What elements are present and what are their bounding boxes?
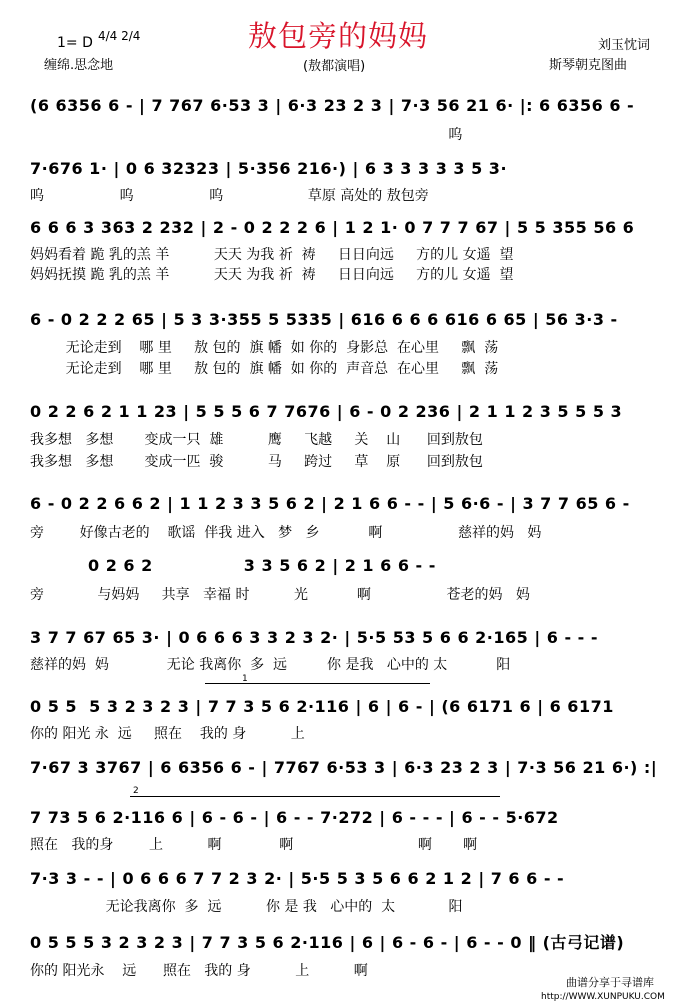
notation-line-8: 3 7 7 67 65 3· | 0 6 6 6 3 3 2 3 2· | 5·5 53 5 6 6 2·165 | 6 - - - bbox=[30, 628, 599, 647]
volta-bracket-1 bbox=[205, 683, 430, 684]
notation-line-1: (6 6356 6 - | 7 767 6·53 3 | 6·3 23 2 3 | 7·3 56 21 6· |: 6 6356 6 - bbox=[30, 96, 635, 115]
lyric-line-9: 你的 阳光 永 远 照在 我的 身 上 bbox=[30, 726, 305, 742]
time-signature: 4/4 2/4 bbox=[98, 29, 141, 43]
notation-line-12: 7·3 3 - - | 0 6 6 6 7 7 2 3 2· | 5·5 5 3 5 6 6 2 1 2 | 7 6 6 - - bbox=[30, 869, 565, 888]
lyric-line-5b: 我多想 多想 变成一匹 骏 马 跨过 草 原 回到敖包 bbox=[30, 454, 483, 470]
site-note: 曲谱分享于寻谱库 bbox=[566, 976, 654, 989]
notation-line-6: 6 - 0 2 2 6 6 2 | 1 1 2 3 3 5 6 2 | 2 1 6 6 - - | 5 6·6 - | 3 7 7 65 6 - bbox=[30, 494, 630, 513]
notation-line-2: 7·676 1· | 0 6 32323 | 5·356 216·) | 6 3 3 3 3 3 5 3· bbox=[30, 159, 508, 178]
expression-marking: 缠绵.思念地 bbox=[44, 58, 114, 73]
lyric-line-8: 慈祥的妈 妈 无论 我离你 多 远 你 是我 心中的 太 阳 bbox=[30, 657, 511, 673]
lyric-line-3b: 妈妈抚摸 跪 乳的羔 羊 天天 为我 祈 祷 日日向远 方的儿 女遥 望 bbox=[30, 267, 514, 283]
notation-line-13: 0 5 5 5 3 2 3 2 3 | 7 7 3 5 6 2·116 | 6 | 6 - 6 - | 6 - - 0 ‖ (古弓记谱) bbox=[30, 933, 625, 952]
lyricist-credit: 刘玉忱词 bbox=[598, 38, 651, 53]
lyric-line-5a: 我多想 多想 变成一只 雄 鹰 飞越 关 山 回到敖包 bbox=[30, 432, 483, 448]
lyric-line-13: 你的 阳光永 远 照在 我的 身 上 啊 bbox=[30, 963, 368, 979]
site-url: http://WWW.XUNPUKU.COM bbox=[541, 992, 665, 1002]
notation-line-7: 0 2 6 2 3 3 5 6 2 | 2 1 6 6 - - bbox=[88, 556, 436, 575]
key-signature: 1= D bbox=[57, 35, 93, 51]
song-title: 敖包旁的妈妈 bbox=[248, 19, 429, 53]
lyric-line-12: 无论我离你 多 远 你 是 我 心中的 太 阳 bbox=[30, 899, 463, 915]
volta-number-2: 2 bbox=[133, 786, 139, 796]
volta-bracket-2 bbox=[130, 796, 500, 797]
lyric-line-2: 呜 呜 呜 草原 高处的 敖包旁 bbox=[30, 188, 429, 204]
notation-line-10: 7·67 3 3767 | 6 6356 6 - | 7767 6·53 3 | 6·3 23 2 3 | 7·3 56 21 6·) :| bbox=[30, 758, 658, 777]
lyric-line-4a: 无论走到 哪 里 敖 包的 旗 幡 如 你的 身影总 在心里 飘 荡 bbox=[30, 340, 499, 356]
composer-credit: 斯琴朝克图曲 bbox=[549, 58, 628, 73]
notation-line-4: 6 - 0 2 2 2 65 | 5 3 3·355 5 5335 | 616 6 6 6 616 6 65 | 56 3·3 - bbox=[30, 310, 618, 329]
performer-credit: (敖都演唱) bbox=[303, 59, 366, 74]
lyric-line-6: 旁 好像古老的 歌谣 伴我 进入 梦 乡 啊 慈祥的妈 妈 bbox=[30, 525, 542, 541]
lyric-line-3a: 妈妈看着 跪 乳的羔 羊 天天 为我 祈 祷 日日向远 方的儿 女遥 望 bbox=[30, 247, 514, 263]
lyric-line-4b: 无论走到 哪 里 敖 包的 旗 幡 如 你的 声音总 在心里 飘 荡 bbox=[30, 361, 499, 377]
notation-line-9: 0 5 5 5 3 2 3 2 3 | 7 7 3 5 6 2·116 | 6 | 6 - | (6 6171 6 | 6 6171 bbox=[30, 697, 614, 716]
notation-line-11: 7 73 5 6 2·116 6 | 6 - 6 - | 6 - - 7·272 | 6 - - - | 6 - - 5·672 bbox=[30, 808, 559, 827]
lyric-line-11: 照在 我的身 上 啊 啊 啊 啊 bbox=[30, 837, 478, 853]
lyric-line-7: 旁 与妈妈 共享 幸福 时 光 啊 苍老的妈 妈 bbox=[30, 587, 530, 603]
notation-line-3: 6 6 6 3 363 2 232 | 2 - 0 2 2 2 6 | 1 2 1· 0 7 7 7 67 | 5 5 355 56 6 bbox=[30, 218, 635, 237]
volta-number-1: 1 bbox=[242, 674, 248, 684]
lyric-line-1: 呜 bbox=[30, 127, 463, 143]
notation-line-5: 0 2 2 6 2 1 1 23 | 5 5 5 6 7 7676 | 6 - 0 2 236 | 2 1 1 2 3 5 5 5 3 bbox=[30, 402, 623, 421]
